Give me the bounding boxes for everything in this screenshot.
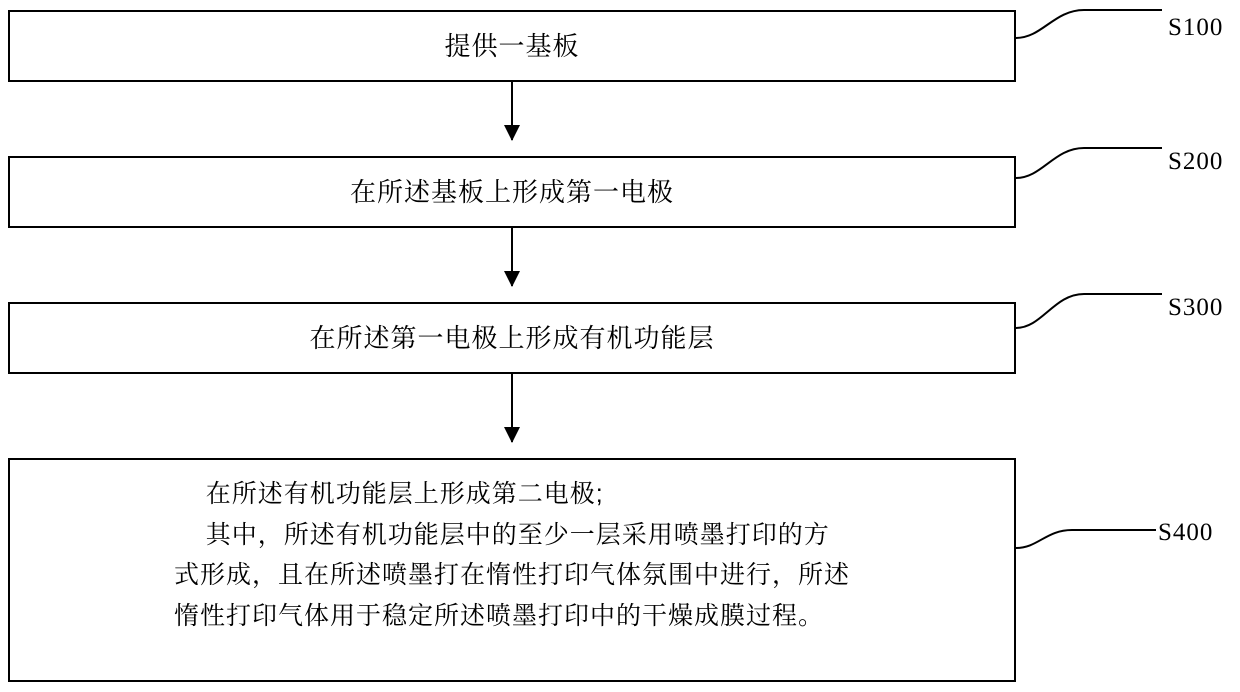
flowchart-connector-s300-s400 [511, 374, 513, 442]
step-label-s400: S400 [1158, 519, 1214, 546]
step-label-s300: S300 [1168, 294, 1224, 321]
flowchart-step-s300 [8, 302, 1016, 374]
step-label-s100: S100 [1168, 14, 1224, 41]
flowchart-step-s200-text: 在所述基板上形成第一电极 [349, 176, 674, 207]
leader-line-s300 [1014, 286, 1164, 330]
leader-line-s400 [1012, 512, 1158, 554]
step-label-s200: S200 [1168, 148, 1224, 175]
leader-line-s200 [1014, 140, 1164, 180]
flowchart-step-s400 [8, 458, 1016, 682]
flowchart-step-s300-text: 在所述第一电极上形成有机功能层 [309, 322, 715, 353]
flowchart-connector-s100-s200 [511, 82, 513, 140]
flowchart-connector-s200-s300 [511, 228, 513, 286]
flowchart-step-s400-text: 在所述有机功能层上形成第二电极; 其中，所述有机功能层中的至少一层采用喷墨打印的方 式形成，且在所述喷墨打在惰性打印气体氛围中进行，所述 惰性打印气体用于稳定所述喷墨打印中的干燥成膜过程。 [173, 480, 850, 630]
leader-line-s100 [1014, 4, 1164, 40]
flowchart-step-s200 [8, 156, 1016, 228]
flowchart-step-s100 [8, 10, 1016, 82]
flowchart-step-s100-text: 提供一基板 [444, 30, 580, 61]
